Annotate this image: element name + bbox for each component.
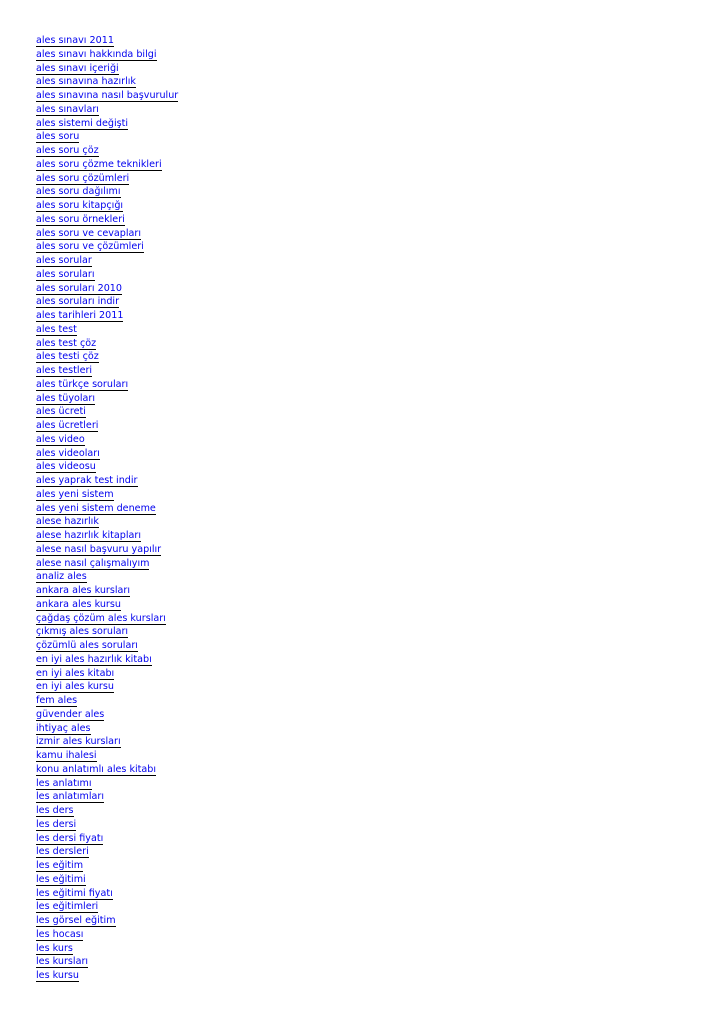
list-item xyxy=(36,101,178,115)
list-item xyxy=(36,280,178,294)
list-item xyxy=(36,898,178,912)
list-item xyxy=(36,266,178,280)
keyword-link[interactable]: en iyi ales hazırlık kitabı xyxy=(36,653,152,665)
keyword-link[interactable]: ales sistemi değişti xyxy=(36,117,129,129)
list-item xyxy=(36,335,178,349)
list-item xyxy=(36,362,178,376)
keyword-link[interactable]: ales test çöz xyxy=(36,337,97,349)
keyword-link[interactable]: ales sorular xyxy=(36,255,92,266)
keyword-link[interactable]: alese nasıl başvuru yapılır xyxy=(36,543,162,555)
keyword-link[interactable]: ales soru kitapçığı xyxy=(36,200,124,211)
keyword-link[interactable]: ankara ales kursları xyxy=(36,585,131,596)
keyword-link[interactable]: ales soru çözme teknikleri xyxy=(36,158,162,170)
keyword-link[interactable]: ales soru örnekleri xyxy=(36,213,125,225)
keyword-link[interactable]: les eğitimi fiyatı xyxy=(36,887,113,899)
keyword-link[interactable]: les dersi fiyatı xyxy=(36,832,104,844)
list-item xyxy=(36,115,178,129)
keyword-link[interactable]: ales soruları indir xyxy=(36,296,120,308)
keyword-link[interactable]: ales türkçe soruları xyxy=(36,378,129,390)
keyword-link[interactable]: ales sınavı 2011 xyxy=(36,35,114,46)
keyword-link[interactable]: alese nasıl çalışmalıyım xyxy=(36,557,150,569)
list-item xyxy=(36,623,178,637)
list-item xyxy=(36,183,178,197)
keyword-link[interactable]: les görsel eğitim xyxy=(36,915,116,926)
keyword-link[interactable]: ales videosu xyxy=(36,461,96,473)
list-item xyxy=(36,926,178,940)
list-item xyxy=(36,225,178,239)
keyword-link[interactable]: fem ales xyxy=(36,695,78,706)
keyword-link[interactable]: les kurs xyxy=(36,942,73,954)
keyword-link[interactable]: ales yeni sistem deneme xyxy=(36,502,156,514)
keyword-link-list xyxy=(36,32,178,981)
list-item xyxy=(36,238,178,252)
keyword-link[interactable]: ales sınavı hakkında bilgi xyxy=(36,48,157,60)
keyword-link[interactable]: les eğitimi xyxy=(36,873,86,885)
list-item xyxy=(36,568,178,582)
list-item xyxy=(36,733,178,747)
list-item xyxy=(36,678,178,692)
list-item xyxy=(36,197,178,211)
list-item xyxy=(36,747,178,761)
list-item xyxy=(36,293,178,307)
keyword-link[interactable]: ales sınavı içeriği xyxy=(36,62,119,74)
list-item xyxy=(36,142,178,156)
list-item xyxy=(36,390,178,404)
keyword-link[interactable]: les dersleri xyxy=(36,846,89,858)
list-item xyxy=(36,431,178,445)
list-item xyxy=(36,128,178,142)
list-item xyxy=(36,775,178,789)
keyword-link[interactable]: ales soruları xyxy=(36,268,95,280)
list-item xyxy=(36,500,178,514)
keyword-link[interactable]: ales tüyoları xyxy=(36,392,96,404)
keyword-link[interactable]: ales soru çözümleri xyxy=(36,172,130,184)
keyword-link[interactable]: alese hazırlık kitapları xyxy=(36,530,142,541)
list-item xyxy=(36,527,178,541)
list-item xyxy=(36,967,178,981)
list-item xyxy=(36,720,178,734)
keyword-link[interactable]: konu anlatımlı ales kitabı xyxy=(36,763,157,775)
keyword-link[interactable]: çözümlü ales soruları xyxy=(36,640,138,651)
list-item xyxy=(36,706,178,720)
keyword-link[interactable]: ales test xyxy=(36,323,77,335)
keyword-link[interactable]: ales sınavları xyxy=(36,103,99,115)
keyword-link[interactable]: alese hazırlık xyxy=(36,516,99,528)
keyword-link[interactable]: ales tarihleri 2011 xyxy=(36,310,124,321)
list-item xyxy=(36,32,178,46)
keyword-link[interactable]: en iyi ales kursu xyxy=(36,681,114,693)
keyword-link[interactable]: ales testi çöz xyxy=(36,351,99,363)
list-item xyxy=(36,761,178,775)
list-item xyxy=(36,348,178,362)
list-item xyxy=(36,211,178,225)
list-item xyxy=(36,46,178,60)
list-item xyxy=(36,788,178,802)
list-item xyxy=(36,830,178,844)
list-item xyxy=(36,912,178,926)
keyword-link[interactable]: les anlatımları xyxy=(36,791,105,803)
list-item xyxy=(36,940,178,954)
list-item xyxy=(36,665,178,679)
keyword-link[interactable]: en iyi ales kitabı xyxy=(36,667,115,679)
keyword-link[interactable]: ankara ales kursu xyxy=(36,598,121,610)
list-item xyxy=(36,307,178,321)
keyword-link[interactable]: ales soru ve çözümleri xyxy=(36,241,144,253)
keyword-link[interactable]: ales soru ve cevapları xyxy=(36,227,142,239)
list-item xyxy=(36,637,178,651)
list-item xyxy=(36,692,178,706)
keyword-link[interactable]: çağdaş çözüm ales kursları xyxy=(36,612,166,624)
list-item xyxy=(36,321,178,335)
list-item xyxy=(36,843,178,857)
list-item xyxy=(36,376,178,390)
list-item xyxy=(36,541,178,555)
list-item xyxy=(36,417,178,431)
keyword-link[interactable]: ales sınavına hazırlık xyxy=(36,76,136,88)
list-item xyxy=(36,156,178,170)
keyword-link[interactable]: ales sınavına nasıl başvurulur xyxy=(36,90,179,101)
keyword-link[interactable]: analiz ales xyxy=(36,571,87,583)
keyword-link[interactable]: les kursu xyxy=(36,970,79,981)
list-item xyxy=(36,513,178,527)
keyword-link[interactable]: ales videoları xyxy=(36,447,100,459)
keyword-link[interactable]: ales soru çöz xyxy=(36,145,99,156)
list-item xyxy=(36,610,178,624)
list-item xyxy=(36,60,178,74)
keyword-link[interactable]: izmir ales kursları xyxy=(36,736,121,748)
list-item xyxy=(36,73,178,87)
list-item xyxy=(36,816,178,830)
list-item xyxy=(36,885,178,899)
keyword-link[interactable]: ihtiyaç ales xyxy=(36,722,91,734)
list-item xyxy=(36,87,178,101)
list-item xyxy=(36,458,178,472)
list-item xyxy=(36,596,178,610)
keyword-link[interactable]: ales yaprak test indir xyxy=(36,475,138,486)
keyword-link[interactable]: ales soruları 2010 xyxy=(36,282,123,294)
keyword-link[interactable]: güvender ales xyxy=(36,708,105,720)
list-item xyxy=(36,403,178,417)
keyword-link[interactable]: çıkmış ales soruları xyxy=(36,626,129,638)
list-item xyxy=(36,857,178,871)
list-item xyxy=(36,555,178,569)
keyword-link[interactable]: kamu ihalesi xyxy=(36,750,97,761)
keyword-link[interactable]: les eğitim xyxy=(36,860,84,871)
list-item xyxy=(36,170,178,184)
list-item xyxy=(36,486,178,500)
list-item xyxy=(36,445,178,459)
list-item xyxy=(36,582,178,596)
keyword-link[interactable]: ales yeni sistem xyxy=(36,488,114,500)
keyword-link[interactable]: ales soru dağılımı xyxy=(36,186,121,198)
keyword-link[interactable]: les ders xyxy=(36,805,74,816)
keyword-link[interactable]: les dersi xyxy=(36,818,77,830)
keyword-link[interactable]: ales video xyxy=(36,433,85,445)
keyword-link[interactable]: les hocası xyxy=(36,928,84,940)
keyword-link[interactable]: les anlatımı xyxy=(36,777,92,789)
keyword-link[interactable]: ales soru xyxy=(36,131,80,143)
keyword-link[interactable]: les kursları xyxy=(36,956,89,968)
list-item xyxy=(36,651,178,665)
keyword-link[interactable]: ales ücretleri xyxy=(36,420,99,431)
list-item xyxy=(36,252,178,266)
list-item xyxy=(36,802,178,816)
list-item xyxy=(36,472,178,486)
list-item xyxy=(36,953,178,967)
keyword-link[interactable]: ales testleri xyxy=(36,365,93,376)
keyword-link[interactable]: ales ücreti xyxy=(36,406,86,418)
list-item xyxy=(36,871,178,885)
keyword-link[interactable]: les eğitimleri xyxy=(36,901,99,913)
